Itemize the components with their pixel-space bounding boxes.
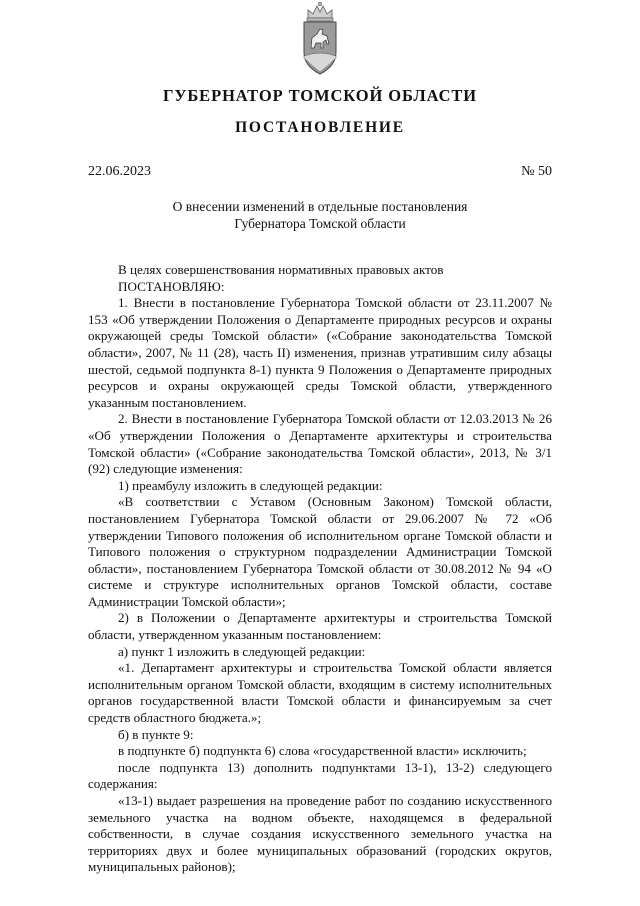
body-paragraph: в подпункте б) подпункта 6) слова «государственной власти» исключить; [118, 743, 527, 759]
body-paragraph: «1. Департамент архитектуры и строительства Томской области является исполнительным органом Томской области, входящим в систему исполнительных органов государственной власти Томской области и финансируемым за счет средств областного бюджета.»; [88, 660, 552, 726]
document-date: 22.06.2023 [88, 164, 151, 179]
subject-line: О внесении изменений в отдельные постановления [172, 199, 468, 214]
body-paragraph: после подпункта 13) дополнить подпунктами 13-1), 13-2) следующего содержания: [88, 759, 552, 792]
document-type: ПОСТАНОВЛЕНИЕ [235, 119, 405, 136]
body-paragraph: 1. Внести в постановление Губернатора Томской области от 23.11.2007 № 153 «Об утверждении Положения о Департаменте природных ресурсов и охраны окружающей среды Томской области» («Собрание законодательства Томской области», 2007, № 11 (28), часть II) изменения, признав утратившим силу абзацы шестой, седьмой подпункта 8-1) пункта 9 Положения о Департаменте природных ресурсов и охраны окружающей среды Томской области, утвержденного указанным постановлением. [88, 295, 552, 410]
body-paragraph: 2) в Положении о Департаменте архитектуры и строительства Томской области, утвержденном указанным постановлением: [88, 610, 552, 643]
issuer-title: ГУБЕРНАТОР ТОМСКОЙ ОБЛАСТИ [162, 86, 478, 105]
body-paragraph: а) пункт 1 изложить в следующей редакции: [118, 643, 366, 659]
body-paragraph: «В соответствии с Уставом (Основным Законом) Томской области, постановлением Губернатора Томской области от 29.06.2007 № 72 «Об утверждении Типового положения об исполнительном органе Томской области и Типового положения о структурном подразделении Администрации Томской области», постановлением Губернатора Томской области от 30.08.2012 № 94 «О системе и структуре исполнительных органов Томской области, составе Администрации Томской области»; [88, 494, 552, 609]
body-paragraph: б) в пункте 9: [118, 726, 194, 742]
subject-line: Губернатора Томской области [234, 216, 406, 231]
coat-of-arms-emblem [298, 0, 342, 78]
document-body [88, 262, 552, 876]
body-paragraph: ПОСТАНОВЛЯЮ: [118, 278, 225, 294]
body-paragraph: 2. Внести в постановление Губернатора Томской области от 12.03.2013 № 26 «Об утверждении Положения о Департаменте архитектуры и строительства Томской области» («Собрание законодательства Томской области», 2013, № 3/1 (92) следующие изменения: [88, 411, 552, 477]
body-paragraph: 1) преамбулу изложить в следующей редакции: [118, 477, 383, 493]
document-subject [100, 198, 540, 232]
document-number: № 50 [521, 164, 552, 179]
body-paragraph: В целях совершенствования нормативных правовых актов [118, 262, 444, 277]
body-paragraph: «13-1) выдает разрешения на проведение работ по созданию искусственного земельного участка на водном объекте, находящемся в федеральной собственности, в случае создания искусственного земельного участка на территориях двух и более муниципальных образований (городских округов, муниципальных районов); [88, 793, 552, 875]
